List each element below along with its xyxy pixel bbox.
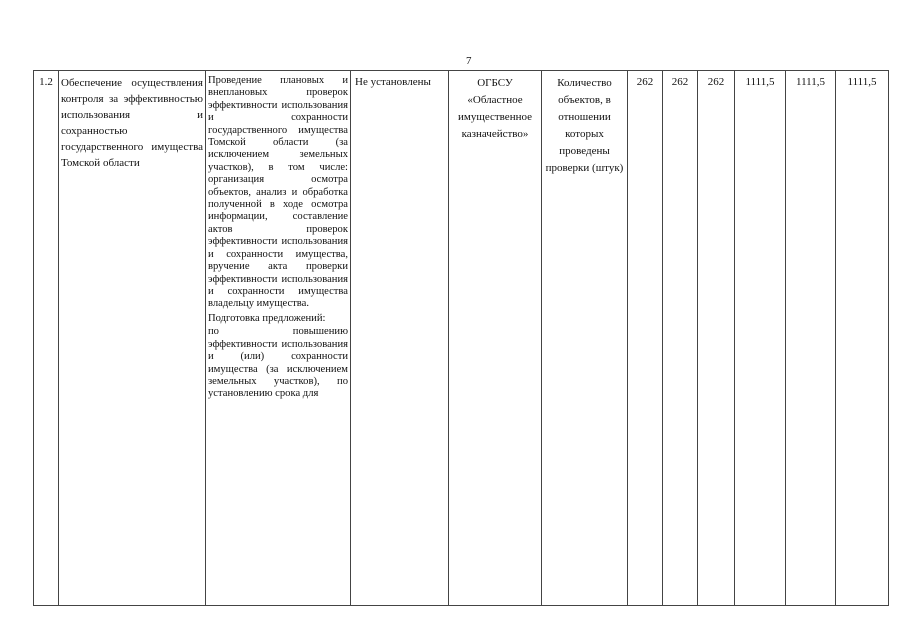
value-cell-3: 262 [698,71,735,606]
work-description [206,71,351,606]
term-cell: Не установлены [351,71,449,606]
measure-name: Обеспечение осуществления контроля за эффективностью использования и сохранностью государственного имущества Томской области [59,71,206,606]
indicator-cell: Количество объектов, в отношении которых проведены проверки (штук) [542,71,628,606]
value-cell-5: 1111,5 [786,71,836,606]
work-description-part2: Подготовка предложений: [208,312,326,324]
measures-table [33,70,889,606]
page-number: 7 [466,55,472,67]
executor-cell: ОГБСУ «Областное имущественное казначейство» [449,71,542,606]
value-cell-1: 262 [628,71,663,606]
table-row [34,71,889,606]
work-description-part1: Проведение плановых и внеплановых проверок эффективности использования и сохранности государственного имущества Томской области (за исключением земельных участков), в том числе: организация осмотра объектов, анализ и обработка полученной в ходе осмотра информации, составление актов проверок эффективности использования и сохранности имущества, вручение акта проверки эффективности использования и сохранности имущества владельцу имущества. [208,75,348,310]
value-cell-4: 1111,5 [735,71,786,606]
value-cell-2: 262 [663,71,698,606]
row-number: 1.2 [34,71,59,606]
work-description-part3: по повышению эффективности использования и (или) сохранности имущества (за исключением земельных участков), по установлению срока для [208,326,348,400]
value-cell-6: 1111,5 [836,71,889,606]
